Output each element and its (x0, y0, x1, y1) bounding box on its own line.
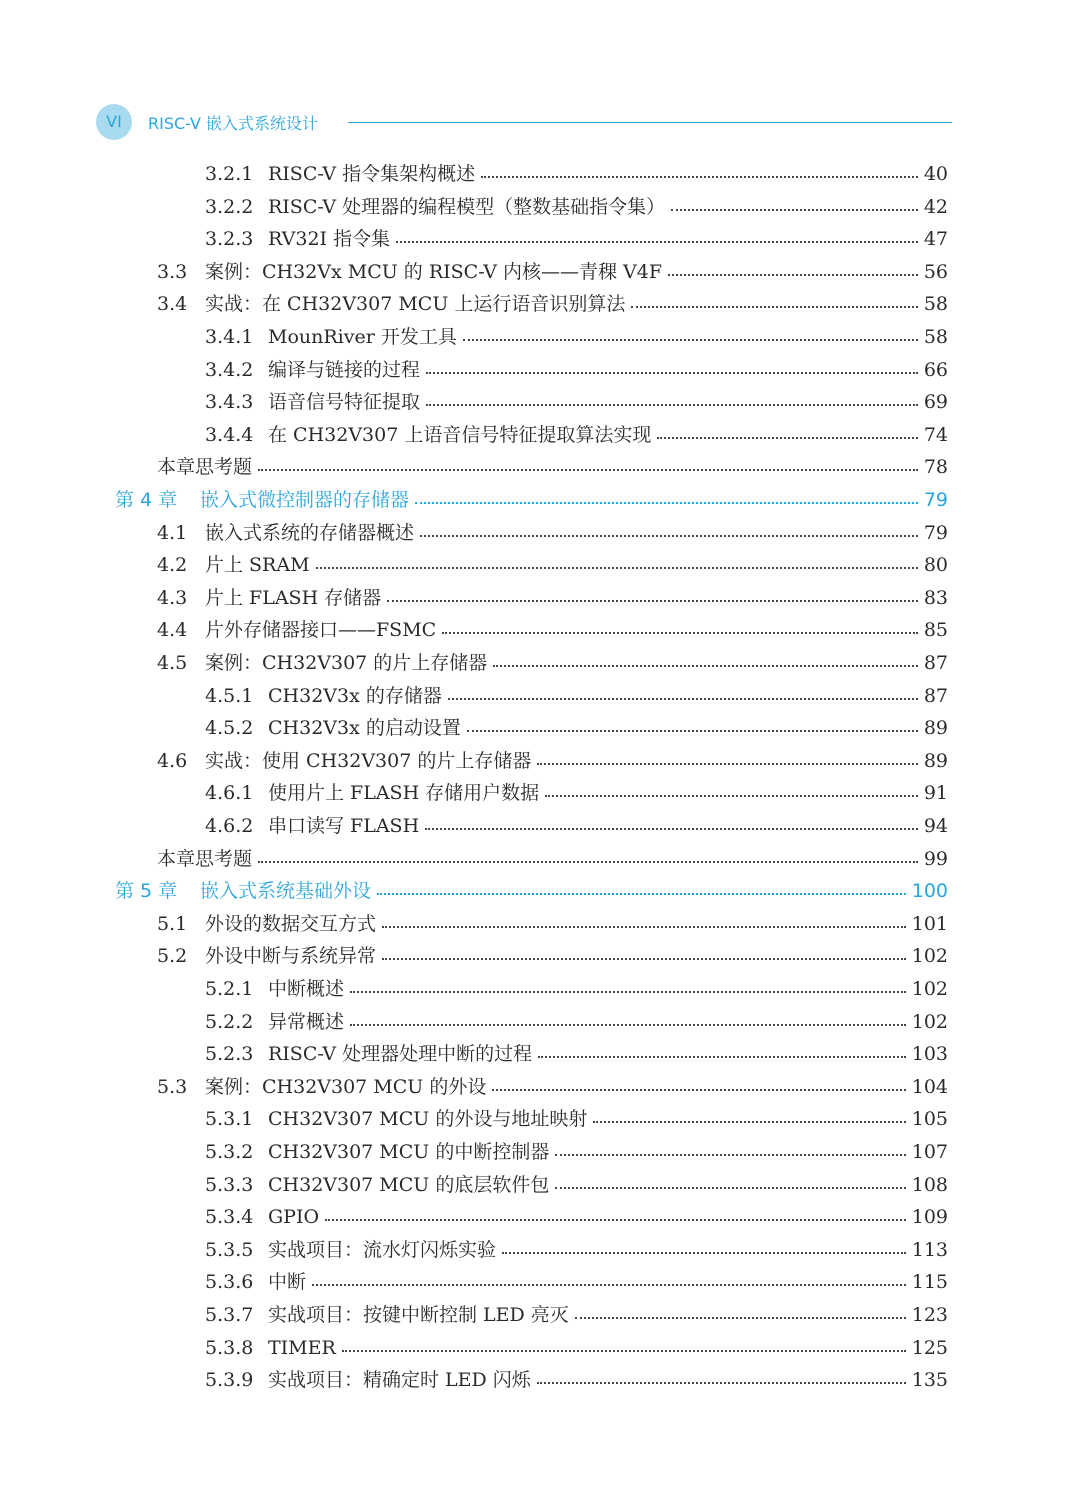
toc-page-number: 69 (923, 391, 948, 414)
dot-leader (442, 632, 918, 634)
toc-entry-number: 5.2.3 (205, 1043, 254, 1066)
toc-entry-number: 5.3.8 (205, 1336, 254, 1359)
toc-entry-row[interactable] (0, 680, 1080, 712)
dot-leader (492, 1089, 905, 1091)
dot-leader (350, 991, 906, 993)
toc-entry-title: 实战项目：精确定时 LED 闪烁 (268, 1369, 531, 1392)
toc-page-number: 102 (911, 1010, 948, 1033)
toc-entry-row[interactable] (0, 1103, 1080, 1135)
toc-entry-title: 异常概述 (268, 1010, 345, 1033)
dot-leader (668, 274, 918, 276)
toc-page-number: 108 (911, 1173, 948, 1196)
toc-entry-number: 5.3.5 (205, 1238, 254, 1261)
toc-entry-number: 5.2 (157, 945, 188, 968)
toc-entry-row[interactable] (0, 1332, 1080, 1364)
toc-entry-title: 本章思考题 (157, 456, 253, 479)
page-header (96, 104, 952, 142)
toc-entry-title: 编译与链接的过程 (268, 358, 421, 381)
toc-entry-title: MounRiver 开发工具 (268, 326, 457, 348)
toc-entry-row[interactable] (0, 517, 1080, 549)
toc-page-number: 135 (911, 1369, 948, 1392)
toc-entry-title: 嵌入式微控制器的存储器 (200, 489, 410, 511)
toc-entry-number: 3.4.2 (205, 358, 254, 381)
toc-page-number: 58 (923, 293, 948, 316)
toc-entry-number: 3.2.2 (205, 195, 254, 218)
dot-leader (258, 469, 918, 471)
toc-entry-title: RISC-V 处理器处理中断的过程 (268, 1043, 533, 1066)
dot-leader (538, 1056, 906, 1058)
toc-page-number: 83 (923, 586, 948, 609)
toc-entry-number: 5.3.7 (205, 1304, 254, 1326)
toc-page-number: 40 (923, 163, 948, 185)
toc-entry-title: 实战项目：流水灯闪烁实验 (268, 1238, 497, 1261)
toc-entry-title: 片上 FLASH 存储器 (205, 586, 382, 609)
header-rule (348, 122, 952, 123)
toc-entry-row[interactable] (0, 549, 1080, 581)
toc-entry-row[interactable] (0, 843, 1080, 875)
toc-entry-row[interactable] (0, 419, 1080, 451)
toc-entry-title: 案例：CH32Vx MCU 的 RISC-V 内核——青稞 V4F (205, 260, 663, 283)
toc-page-number: 42 (923, 195, 948, 218)
dot-leader (387, 600, 918, 602)
toc-page-number: 80 (923, 554, 948, 577)
toc-entry-title: 语音信号特征提取 (268, 391, 421, 414)
toc-page-number: 113 (911, 1238, 948, 1261)
toc-entry-number: 5.3.6 (205, 1271, 254, 1294)
toc-entry-number: 4.5.2 (205, 717, 254, 740)
toc-entry-number: 5.3.4 (205, 1206, 254, 1229)
toc-entry-title: RV32I 指令集 (268, 228, 391, 251)
toc-page-number: 89 (923, 749, 948, 772)
toc-page-number: 115 (911, 1271, 948, 1294)
toc-entry-row[interactable] (0, 256, 1080, 288)
toc-page-number: 47 (923, 228, 948, 251)
toc-page-number: 102 (911, 978, 948, 1000)
toc-entry-title: GPIO (268, 1206, 320, 1229)
toc-page-number: 101 (911, 912, 948, 935)
toc-entry-title: TIMER (268, 1336, 336, 1359)
toc-entry-number: 第 4 章 (115, 489, 178, 511)
toc-entry-row[interactable] (0, 354, 1080, 386)
dot-leader (258, 861, 918, 863)
toc-entry-row[interactable] (0, 777, 1080, 809)
toc-entry-row[interactable] (0, 223, 1080, 255)
toc-entry-row[interactable] (0, 1038, 1080, 1070)
toc-entry-row[interactable] (0, 1234, 1080, 1266)
toc-entry-title: CH32V3x 的启动设置 (268, 717, 461, 740)
toc-entry-row[interactable] (0, 1201, 1080, 1233)
toc-entry-number: 3.2.3 (205, 228, 254, 251)
dot-leader (555, 1187, 905, 1189)
toc-entry-number: 5.3.9 (205, 1369, 254, 1392)
dot-leader (425, 828, 918, 830)
dot-leader (420, 535, 918, 537)
toc-entry-row[interactable] (0, 908, 1080, 940)
toc-entry-row[interactable] (0, 614, 1080, 646)
toc-entry-row[interactable] (0, 321, 1080, 353)
toc-entry-number: 4.1 (157, 521, 188, 544)
toc-page-number: 103 (911, 1043, 948, 1066)
toc-page-number: 102 (911, 945, 948, 968)
toc-page-number: 87 (923, 652, 948, 674)
dot-leader (481, 176, 918, 178)
dot-leader (426, 404, 918, 406)
dot-leader (316, 567, 918, 569)
toc-page-number: 66 (923, 358, 948, 381)
toc-entry-title: 实战：使用 CH32V307 的片上存储器 (205, 749, 532, 772)
toc-entry-row[interactable] (0, 1006, 1080, 1038)
dot-leader (448, 698, 918, 700)
toc-entry-row[interactable] (0, 288, 1080, 320)
toc-page-number: 87 (923, 684, 948, 707)
dot-leader (593, 1121, 905, 1123)
toc-entry-number: 5.3.1 (205, 1108, 254, 1131)
dot-leader (382, 958, 906, 960)
toc-entry-number: 4.3 (157, 586, 188, 609)
dot-leader (537, 763, 917, 765)
toc-entry-number: 5.3.2 (205, 1141, 254, 1163)
toc-entry-number: 3.4.3 (205, 391, 254, 414)
toc-entry-title: 使用片上 FLASH 存储用户数据 (268, 782, 540, 805)
toc-page-number: 58 (923, 326, 948, 348)
toc-entry-row[interactable] (0, 451, 1080, 483)
toc-entry-number: 3.3 (157, 260, 188, 283)
dot-leader (342, 1350, 906, 1352)
toc-entry-title: 本章思考题 (157, 847, 253, 870)
toc-entry-title: 片外存储器接口——FSMC (205, 619, 437, 642)
dot-leader (325, 1219, 906, 1221)
toc-entry-row[interactable] (0, 745, 1080, 777)
toc-page-number: 79 (923, 521, 948, 544)
toc-entry-row[interactable] (0, 582, 1080, 614)
toc-entry-number: 5.3 (157, 1075, 188, 1098)
toc-entry-title: CH32V307 MCU 的外设与地址映射 (268, 1108, 588, 1131)
toc-entry-number: 5.2.2 (205, 1010, 254, 1033)
toc-page-number: 107 (911, 1141, 948, 1163)
toc-entry-number: 3.4.4 (205, 423, 254, 446)
page-number-badge: VI (96, 104, 132, 140)
toc-entry-title: 案例：CH32V307 的片上存储器 (205, 652, 488, 674)
toc-entry-number: 3.2.1 (205, 163, 254, 185)
toc-entry-row[interactable] (0, 973, 1080, 1005)
dot-leader (467, 730, 918, 732)
dot-leader (382, 926, 906, 928)
toc-entry-number: 5.3.3 (205, 1173, 254, 1196)
toc-entry-row[interactable] (0, 647, 1080, 679)
toc-page-number: 125 (911, 1336, 948, 1359)
toc-entry-number: 4.2 (157, 554, 188, 577)
toc-page-number: 100 (911, 880, 948, 903)
dot-leader (426, 372, 918, 374)
toc-entry-number: 第 5 章 (115, 880, 178, 903)
toc-entry-title: CH32V307 MCU 的中断控制器 (268, 1141, 550, 1163)
toc-page-number: 104 (911, 1075, 948, 1098)
toc-entry-number: 4.6.1 (205, 782, 254, 805)
dot-leader (545, 795, 918, 797)
toc-entry-number: 5.1 (157, 912, 188, 935)
dot-leader (415, 502, 918, 504)
toc-chapter-row[interactable] (0, 875, 1080, 907)
toc-page-number: 91 (923, 782, 948, 805)
toc-chapter-row[interactable] (0, 484, 1080, 516)
toc-entry-title: RISC-V 指令集架构概述 (268, 163, 476, 185)
toc-entry-title: 实战：在 CH32V307 MCU 上运行语音识别算法 (205, 293, 626, 316)
toc-entry-title: CH32V307 MCU 的底层软件包 (268, 1173, 550, 1196)
toc-entry-row[interactable] (0, 1169, 1080, 1201)
toc-entry-number: 3.4.1 (205, 326, 254, 348)
toc-entry-row[interactable] (0, 940, 1080, 972)
toc-entry-number: 4.6.2 (205, 815, 254, 837)
toc-page-number: 89 (923, 717, 948, 740)
toc-page-number: 56 (923, 260, 948, 283)
dot-leader (631, 306, 917, 308)
dot-leader (657, 437, 917, 439)
dot-leader (493, 665, 918, 667)
toc-page-number: 78 (923, 456, 948, 479)
toc-entry-title: CH32V3x 的存储器 (268, 684, 442, 707)
toc-entry-title: 中断概述 (268, 978, 345, 1000)
toc-entry-number: 4.5.1 (205, 684, 254, 707)
toc-entry-title: 串口读写 FLASH (268, 815, 420, 837)
dot-leader (502, 1252, 906, 1254)
toc-entry-number: 3.4 (157, 293, 188, 316)
toc-entry-row[interactable] (0, 1364, 1080, 1396)
toc-entry-title: 嵌入式系统基础外设 (200, 880, 372, 903)
toc-entry-number: 5.2.1 (205, 978, 254, 1000)
dot-leader (377, 893, 906, 895)
toc-entry-title: 中断 (268, 1271, 307, 1294)
toc-entry-title: 案例：CH32V307 MCU 的外设 (205, 1075, 487, 1098)
toc-page-number: 85 (923, 619, 948, 642)
toc-entry-row[interactable] (0, 1071, 1080, 1103)
running-book-title: RISC-V 嵌入式系统设计 (148, 114, 319, 133)
toc-entry-row[interactable] (0, 1136, 1080, 1168)
toc-entry-row[interactable] (0, 386, 1080, 418)
dot-leader (555, 1154, 905, 1156)
dot-leader (350, 1024, 906, 1026)
toc-entry-title: 嵌入式系统的存储器概述 (205, 521, 415, 544)
toc-entry-title: 外设中断与系统异常 (205, 945, 377, 968)
toc-entry-row[interactable] (0, 1266, 1080, 1298)
toc-page-number: 123 (911, 1304, 948, 1326)
toc-page-number: 74 (923, 423, 948, 446)
toc-entry-number: 4.5 (157, 652, 188, 674)
toc-entry-row[interactable] (0, 712, 1080, 744)
toc-page-number: 79 (923, 489, 948, 511)
toc-entry-row[interactable] (0, 810, 1080, 842)
toc-page-number: 109 (911, 1206, 948, 1229)
toc-entry-title: RISC-V 处理器的编程模型（整数基础指令集） (268, 195, 666, 218)
dot-leader (312, 1284, 906, 1286)
toc-entry-row[interactable] (0, 1299, 1080, 1331)
dot-leader (575, 1317, 906, 1319)
toc-entry-title: 外设的数据交互方式 (205, 912, 377, 935)
toc-entry-title: 在 CH32V307 上语音信号特征提取算法实现 (268, 423, 652, 446)
toc-entry-title: 实战项目：按键中断控制 LED 亮灭 (268, 1304, 569, 1326)
toc-entry-number: 4.4 (157, 619, 188, 642)
toc-entry-number: 4.6 (157, 749, 188, 772)
dot-leader (537, 1382, 906, 1384)
dot-leader (671, 209, 918, 211)
toc-entry-title: 片上 SRAM (205, 554, 310, 577)
dot-leader (396, 241, 918, 243)
toc-page-number: 105 (911, 1108, 948, 1131)
dot-leader (463, 339, 918, 341)
toc-page-number: 99 (923, 847, 948, 870)
toc-entry-row[interactable] (0, 158, 1080, 190)
toc-entry-row[interactable] (0, 191, 1080, 223)
toc-page-number: 94 (923, 815, 948, 837)
